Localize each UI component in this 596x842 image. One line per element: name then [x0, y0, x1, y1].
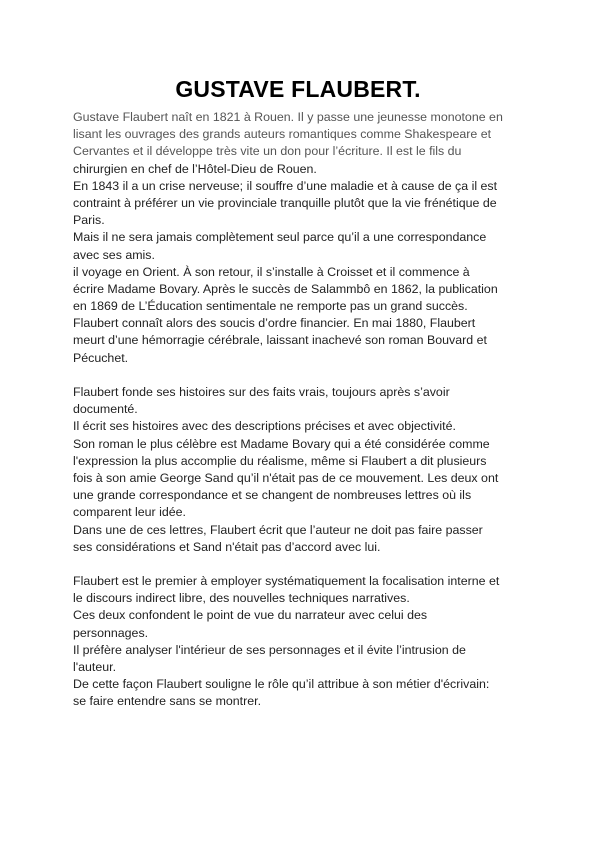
text-line: ses considérations et Sand n'était pas d’accord avec lui.: [73, 539, 381, 554]
text-line: Gustave Flaubert naît en 1821 à Rouen. Il y passe une jeunesse monotone en: [73, 110, 503, 124]
text-line: documenté.: [73, 402, 138, 417]
document-body: [73, 109, 533, 711]
text-line: lisant les ouvrages des grands auteurs romantiques comme Shakespeare et: [73, 127, 492, 142]
text-line: comparent leur idée.: [73, 505, 186, 520]
text-line: se faire entendre sans se montrer.: [73, 694, 262, 709]
text-line: personnages.: [73, 625, 149, 640]
text-line: chirurgien en chef de l’Hôtel-Dieu de Rouen.: [73, 161, 317, 176]
text-line: Il préfère analyser l'intérieur de ses personnages et il évite l’intrusion de: [73, 642, 466, 657]
paragraph-spacer: [73, 556, 533, 573]
text-line: Cervantes et il développe très vite un don pour l’écriture. Il est le fils du: [73, 144, 462, 159]
text-line: Flaubert fonde ses histoires sur des faits vrais, toujours après s’avoir: [73, 385, 450, 399]
text-line: Il écrit ses histoires avec des descriptions précises et avec objectivité.: [73, 419, 456, 434]
text-line: une grande correspondance et se changent de nombreuses lettres où ils: [73, 488, 472, 503]
text-line: En 1843 il a un crise nerveuse; il souffre d’une maladie et à cause de ça il est: [73, 178, 498, 193]
text-line: fois à son amie George Sand qu’il n'était pas de ce mouvement. Les deux ont: [73, 470, 499, 485]
paragraph-spacer: [73, 367, 533, 384]
document-title: GUSTAVE FLAUBERT.: [175, 76, 421, 102]
text-line: en 1869 de L’Éducation sentimentale ne remporte pas un grand succès.: [73, 299, 468, 314]
text-line: contraint à préférer un vie provinciale tranquille plutôt que la vie frénétique de: [73, 195, 497, 210]
text-line: De cette façon Flaubert souligne le rôle qu’il attribue à son métier d'écrivain:: [73, 677, 490, 692]
text-line: Pécuchet.: [73, 350, 129, 365]
text-line: l'auteur.: [73, 660, 117, 674]
text-line: Dans une de ces lettres, Flaubert écrit que l’auteur ne doit pas faire passer: [73, 522, 483, 537]
text-line: écrire Madame Bovary. Après le succès de Salammbô en 1862, la publication: [73, 281, 498, 296]
text-line: Mais il ne sera jamais complètement seul parce qu’il a une correspondance: [73, 230, 487, 245]
text-line: avec ses amis.: [73, 247, 155, 262]
text-line: Flaubert est le premier à employer systématiquement la focalisation interne et: [73, 574, 500, 589]
text-line: Paris.: [73, 213, 105, 228]
text-line: il voyage en Orient. À son retour, il s’installe à Croisset et il commence à: [73, 264, 470, 279]
text-line: meurt d’une hémorragie cérébrale, laissant inachevé son roman Bouvard et: [73, 333, 487, 348]
text-line: le discours indirect libre, des nouvelles techniques narratives.: [73, 591, 410, 606]
text-line: Flaubert connaît alors des soucis d’ordre financier. En mai 1880, Flaubert: [73, 316, 476, 331]
text-line: Ces deux confondent le point de vue du narrateur avec celui des: [73, 608, 428, 623]
text-line: l'expression la plus accomplie du réalisme, même si Flaubert a dit plusieurs: [73, 453, 487, 468]
text-line: Son roman le plus célèbre est Madame Bovary qui a été considérée comme: [73, 436, 490, 451]
